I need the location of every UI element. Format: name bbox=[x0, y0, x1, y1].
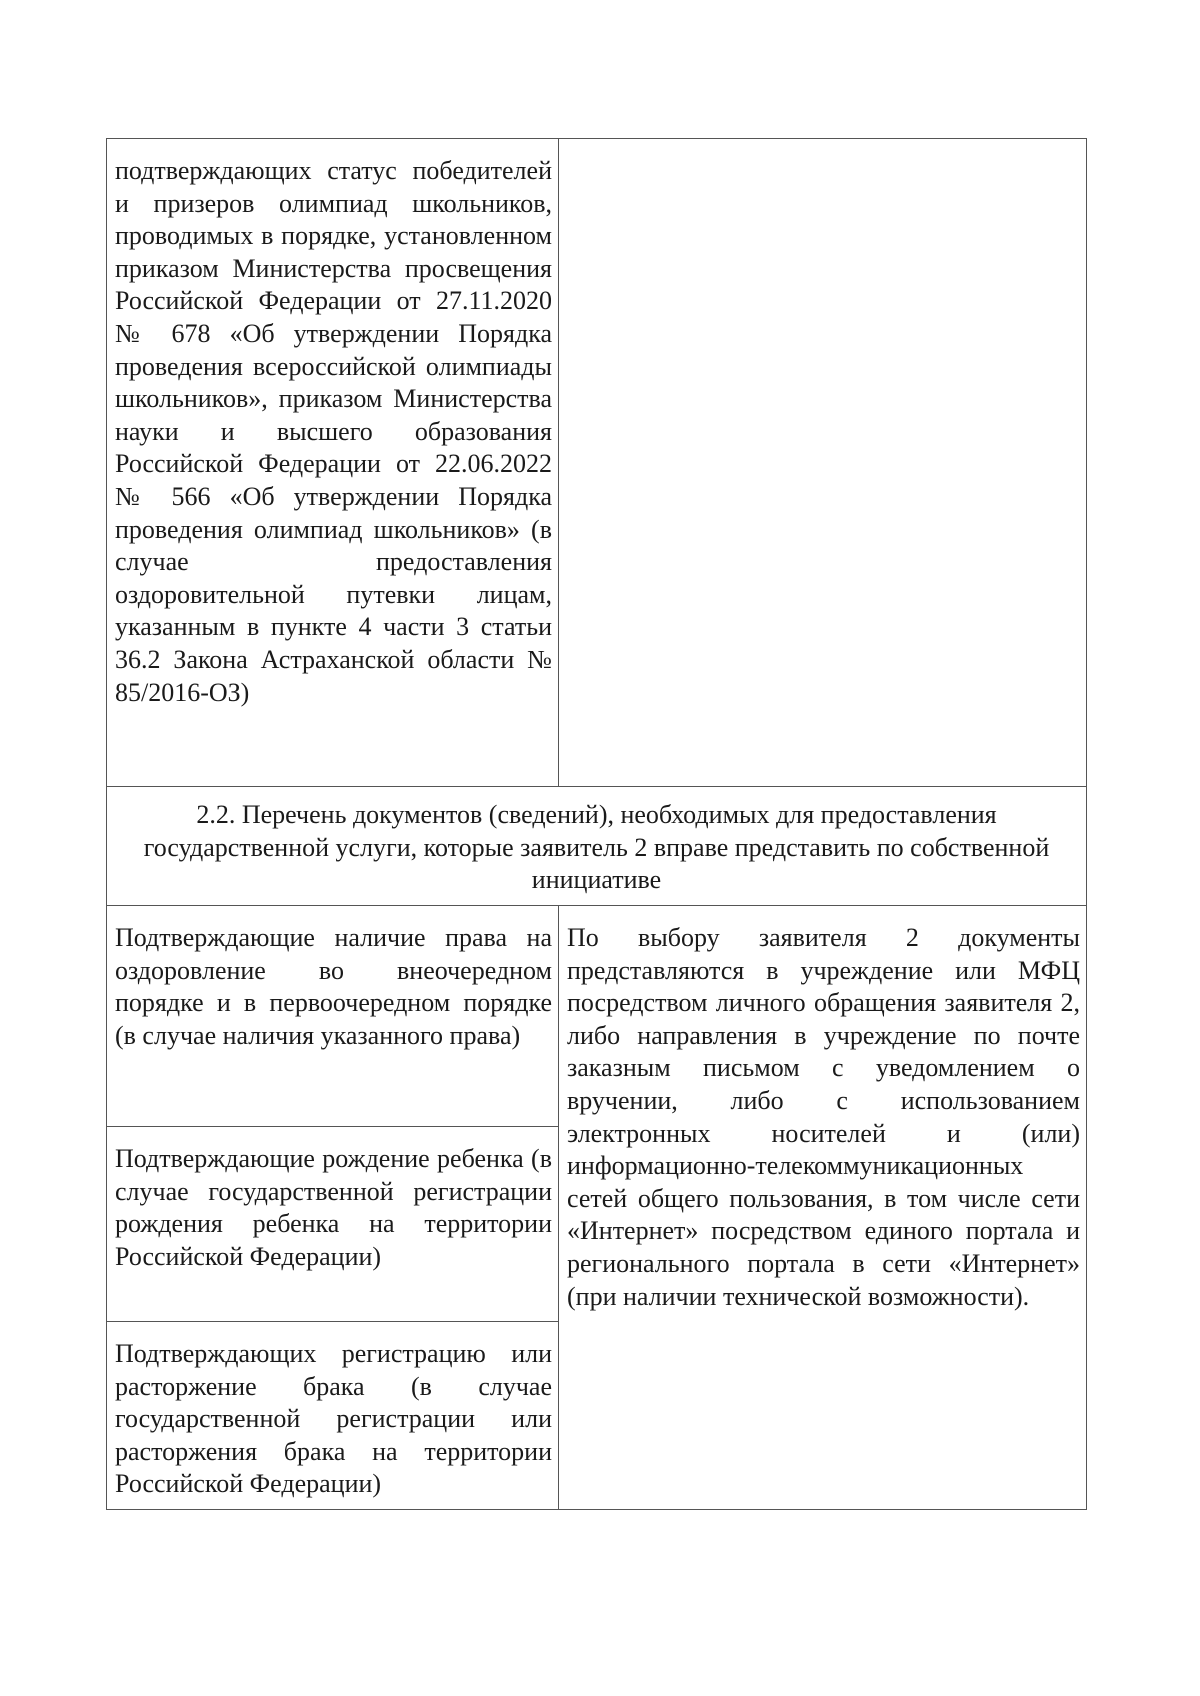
document-cell-2 bbox=[107, 1127, 559, 1322]
submission-method-text: По выбору заявителя 2 документы представляются в учреждение или МФЦ посредством личного обращения заявителя 2, либо направления в учреждение по почте заказным письмом с уведомлением о вручении, либо с использованием электронных носителей и (или) информационно-телекоммуникационных сетей общего пользования, в том числе сети «Интернет» посредством единого портала и регионального портала в сети «Интернет» (при наличии технической возможности). bbox=[567, 923, 1080, 1311]
table-row-document-1 bbox=[107, 906, 1087, 1127]
section-header-cell bbox=[107, 787, 1087, 906]
document-cell-1 bbox=[107, 906, 559, 1127]
olympiad-empty-cell bbox=[559, 139, 1087, 787]
table-row-olympiad bbox=[107, 139, 1087, 787]
document-item-3: Подтверждающих регистрацию или расторжение брака (в случае государственной регистрации или расторжения брака на территории Российской Федерации) bbox=[115, 1339, 552, 1499]
document-cell-3 bbox=[107, 1322, 559, 1510]
section-header: 2.2. Перечень документов (сведений), необходимых для предоставления государственной услуги, которые заявитель 2 вправе представить по собственной инициативе bbox=[143, 800, 1050, 895]
olympiad-documents-text: подтверждающих статус победителей и призеров олимпиад школьников, проводимых в порядке, установленном приказом Министерства просвещения Российской Федерации от 27.11.2020 № 678 «Об утверждении Порядка проведения всероссийской олимпиады школьников», приказом Министерства науки и высшего образования Российской Федерации от 22.06.2022 № 566 «Об утверждении Порядка проведения олимпиад школьников» (в случае предоставления оздоровительной путевки лицам, указанным в пункте 4 части 3 статьи 36.2 Закона Астраханской области № 85/2016-ОЗ) bbox=[115, 156, 552, 707]
document-item-2: Подтверждающие рождение ребенка (в случае государственной регистрации рождения ребенка на территории Российской Федерации) bbox=[115, 1144, 552, 1271]
olympiad-documents-cell bbox=[107, 139, 559, 787]
submission-method-cell bbox=[559, 906, 1087, 1510]
table-row-section-header bbox=[107, 787, 1087, 906]
document-table bbox=[106, 138, 1087, 1510]
document-item-1: Подтверждающие наличие права на оздоровление во внеочередном порядке и в первоочередном порядке (в случае наличия указанного права) bbox=[115, 923, 552, 1050]
